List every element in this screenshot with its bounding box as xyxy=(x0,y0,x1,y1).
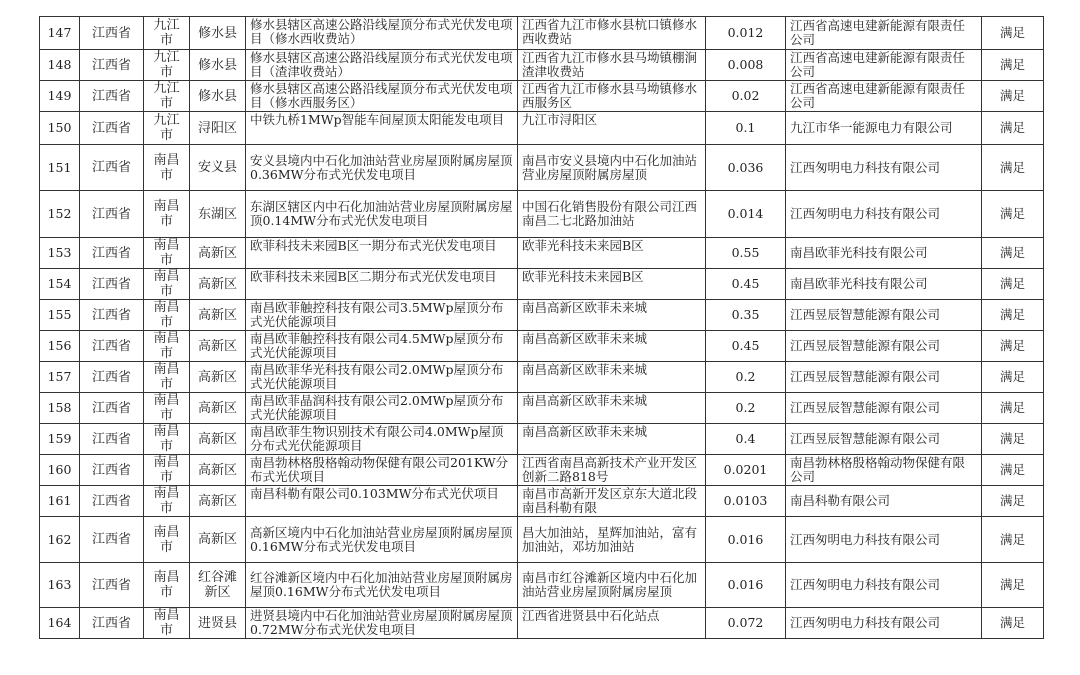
company-cell: 江西匆明电力科技有限公司 xyxy=(786,517,982,563)
county-cell: 高新区 xyxy=(190,517,246,563)
status-cell: 满足 xyxy=(982,362,1044,393)
capacity-cell: 0.012 xyxy=(706,17,786,50)
province-cell: 江西省 xyxy=(80,17,144,50)
table-row xyxy=(40,331,1044,362)
city-cell: 南昌市 xyxy=(144,145,190,191)
table-row xyxy=(40,424,1044,455)
county-cell: 修水县 xyxy=(190,81,246,112)
status-cell: 满足 xyxy=(982,191,1044,238)
company-cell: 江西昱辰智慧能源有限公司 xyxy=(786,300,982,331)
project-name-cell: 红谷滩新区境内中石化加油站营业房屋顶附属房屋顶0.16MW分布式光伏发电项目 xyxy=(246,563,518,608)
city-cell: 南昌市 xyxy=(144,393,190,424)
company-cell: 南昌欧菲光科技有限公司 xyxy=(786,269,982,300)
city-cell: 九江市 xyxy=(144,50,190,81)
capacity-cell: 0.008 xyxy=(706,50,786,81)
city-cell: 南昌市 xyxy=(144,517,190,563)
province-cell: 江西省 xyxy=(80,486,144,517)
table-row xyxy=(40,81,1044,112)
status-cell: 满足 xyxy=(982,145,1044,191)
table-row xyxy=(40,608,1044,639)
county-cell: 高新区 xyxy=(190,393,246,424)
table-row xyxy=(40,191,1044,238)
row-number: 155 xyxy=(40,300,80,331)
project-name-cell: 南昌勃林格殷格翰动物保健有限公司201KW分布式光伏项目 xyxy=(246,455,518,486)
row-number: 163 xyxy=(40,563,80,608)
location-cell: 欧菲光科技未来园B区 xyxy=(518,269,706,300)
province-cell: 江西省 xyxy=(80,112,144,145)
row-number: 152 xyxy=(40,191,80,238)
company-cell: 江西昱辰智慧能源有限公司 xyxy=(786,362,982,393)
status-cell: 满足 xyxy=(982,112,1044,145)
table-row xyxy=(40,112,1044,145)
status-cell: 满足 xyxy=(982,563,1044,608)
city-cell: 南昌市 xyxy=(144,486,190,517)
province-cell: 江西省 xyxy=(80,269,144,300)
project-name-cell: 欧菲科技未来园B区二期分布式光伏发电项目 xyxy=(246,269,518,300)
location-cell: 江西省南昌高新技术产业开发区创新二路818号 xyxy=(518,455,706,486)
status-cell: 满足 xyxy=(982,608,1044,639)
project-name-cell: 修水县辖区高速公路沿线屋顶分布式光伏发电项目（修水西服务区） xyxy=(246,81,518,112)
project-name-cell: 高新区境内中石化加油站营业房屋顶附属房屋顶0.16MW分布式光伏发电项目 xyxy=(246,517,518,563)
county-cell: 高新区 xyxy=(190,238,246,269)
county-cell: 高新区 xyxy=(190,300,246,331)
status-cell: 满足 xyxy=(982,81,1044,112)
company-cell: 江西匆明电力科技有限公司 xyxy=(786,191,982,238)
location-cell: 江西省九江市修水县杭口镇修水西收费站 xyxy=(518,17,706,50)
capacity-cell: 0.2 xyxy=(706,393,786,424)
capacity-cell: 0.02 xyxy=(706,81,786,112)
capacity-cell: 0.014 xyxy=(706,191,786,238)
city-cell: 九江市 xyxy=(144,17,190,50)
city-cell: 南昌市 xyxy=(144,455,190,486)
location-cell: 江西省九江市修水县马坳镇修水西服务区 xyxy=(518,81,706,112)
status-cell: 满足 xyxy=(982,269,1044,300)
project-name-cell: 东湖区辖区内中石化加油站营业房屋顶附属房屋顶0.14MW分布式光伏发电项目 xyxy=(246,191,518,238)
county-cell: 高新区 xyxy=(190,455,246,486)
row-number: 164 xyxy=(40,608,80,639)
status-cell: 满足 xyxy=(982,17,1044,50)
city-cell: 九江市 xyxy=(144,81,190,112)
capacity-cell: 0.45 xyxy=(706,331,786,362)
location-cell: 欧菲光科技未来园B区 xyxy=(518,238,706,269)
province-cell: 江西省 xyxy=(80,238,144,269)
province-cell: 江西省 xyxy=(80,517,144,563)
company-cell: 江西省高速电建新能源有限责任公司 xyxy=(786,50,982,81)
row-number: 150 xyxy=(40,112,80,145)
company-cell: 江西昱辰智慧能源有限公司 xyxy=(786,331,982,362)
province-cell: 江西省 xyxy=(80,191,144,238)
capacity-cell: 0.4 xyxy=(706,424,786,455)
row-number: 149 xyxy=(40,81,80,112)
table-row xyxy=(40,455,1044,486)
row-number: 159 xyxy=(40,424,80,455)
county-cell: 安义县 xyxy=(190,145,246,191)
company-cell: 江西昱辰智慧能源有限公司 xyxy=(786,393,982,424)
table-row xyxy=(40,486,1044,517)
city-cell: 南昌市 xyxy=(144,608,190,639)
location-cell: 九江市浔阳区 xyxy=(518,112,706,145)
city-cell: 南昌市 xyxy=(144,563,190,608)
table-row xyxy=(40,238,1044,269)
location-cell: 江西省九江市修水县马坳镇棚涧渣津收费站 xyxy=(518,50,706,81)
province-cell: 江西省 xyxy=(80,455,144,486)
county-cell: 高新区 xyxy=(190,269,246,300)
location-cell: 南昌高新区欧菲未来城 xyxy=(518,362,706,393)
project-name-cell: 安义县境内中石化加油站营业房屋顶附属房屋顶0.36MW分布式光伏发电项目 xyxy=(246,145,518,191)
city-cell: 南昌市 xyxy=(144,331,190,362)
project-table xyxy=(39,16,1044,639)
project-name-cell: 南昌欧菲触控科技有限公司4.5MWp屋顶分布式光伏能源项目 xyxy=(246,331,518,362)
status-cell: 满足 xyxy=(982,424,1044,455)
table-row xyxy=(40,300,1044,331)
province-cell: 江西省 xyxy=(80,362,144,393)
location-cell: 南昌高新区欧菲未来城 xyxy=(518,300,706,331)
capacity-cell: 0.45 xyxy=(706,269,786,300)
city-cell: 南昌市 xyxy=(144,300,190,331)
location-cell: 南昌市高新开发区京东大道北段南昌科勒有限 xyxy=(518,486,706,517)
capacity-cell: 0.016 xyxy=(706,563,786,608)
status-cell: 满足 xyxy=(982,50,1044,81)
status-cell: 满足 xyxy=(982,331,1044,362)
project-name-cell: 中铁九桥1MWp智能车间屋顶太阳能发电项目 xyxy=(246,112,518,145)
project-name-cell: 南昌欧菲触控科技有限公司3.5MWp屋顶分布式光伏能源项目 xyxy=(246,300,518,331)
county-cell: 修水县 xyxy=(190,17,246,50)
row-number: 147 xyxy=(40,17,80,50)
location-cell: 南昌市安义县境内中石化加油站营业房屋顶附属房屋顶 xyxy=(518,145,706,191)
location-cell: 南昌高新区欧菲未来城 xyxy=(518,424,706,455)
table-row xyxy=(40,517,1044,563)
company-cell: 江西昱辰智慧能源有限公司 xyxy=(786,424,982,455)
province-cell: 江西省 xyxy=(80,81,144,112)
location-cell: 昌大加油站，星辉加油站，富有加油站，邓坊加油站 xyxy=(518,517,706,563)
status-cell: 满足 xyxy=(982,238,1044,269)
company-cell: 南昌科勒有限公司 xyxy=(786,486,982,517)
row-number: 148 xyxy=(40,50,80,81)
province-cell: 江西省 xyxy=(80,608,144,639)
status-cell: 满足 xyxy=(982,393,1044,424)
county-cell: 高新区 xyxy=(190,424,246,455)
province-cell: 江西省 xyxy=(80,331,144,362)
project-name-cell: 欧菲科技未来园B区一期分布式光伏发电项目 xyxy=(246,238,518,269)
project-name-cell: 进贤县境内中石化加油站营业房屋顶附属房屋顶0.72MW分布式光伏发电项目 xyxy=(246,608,518,639)
row-number: 160 xyxy=(40,455,80,486)
table-row xyxy=(40,50,1044,81)
city-cell: 南昌市 xyxy=(144,238,190,269)
table-row xyxy=(40,269,1044,300)
location-cell: 南昌高新区欧菲未来城 xyxy=(518,331,706,362)
capacity-cell: 0.072 xyxy=(706,608,786,639)
capacity-cell: 0.036 xyxy=(706,145,786,191)
company-cell: 江西匆明电力科技有限公司 xyxy=(786,145,982,191)
county-cell: 高新区 xyxy=(190,486,246,517)
project-name-cell: 修水县辖区高速公路沿线屋顶分布式光伏发电项目（修水西收费站） xyxy=(246,17,518,50)
province-cell: 江西省 xyxy=(80,300,144,331)
city-cell: 南昌市 xyxy=(144,424,190,455)
company-cell: 南昌勃林格殷格翰动物保健有限公司 xyxy=(786,455,982,486)
city-cell: 九江市 xyxy=(144,112,190,145)
table-row xyxy=(40,145,1044,191)
table-row xyxy=(40,393,1044,424)
province-cell: 江西省 xyxy=(80,50,144,81)
company-cell: 南昌欧菲光科技有限公司 xyxy=(786,238,982,269)
table-row xyxy=(40,563,1044,608)
province-cell: 江西省 xyxy=(80,424,144,455)
company-cell: 江西匆明电力科技有限公司 xyxy=(786,563,982,608)
city-cell: 南昌市 xyxy=(144,362,190,393)
row-number: 157 xyxy=(40,362,80,393)
status-cell: 满足 xyxy=(982,455,1044,486)
project-name-cell: 修水县辖区高速公路沿线屋顶分布式光伏发电项目（渣津收费站） xyxy=(246,50,518,81)
capacity-cell: 0.1 xyxy=(706,112,786,145)
capacity-cell: 0.55 xyxy=(706,238,786,269)
county-cell: 修水县 xyxy=(190,50,246,81)
status-cell: 满足 xyxy=(982,486,1044,517)
province-cell: 江西省 xyxy=(80,145,144,191)
company-cell: 九江市华一能源电力有限公司 xyxy=(786,112,982,145)
row-number: 154 xyxy=(40,269,80,300)
row-number: 158 xyxy=(40,393,80,424)
location-cell: 南昌市红谷滩新区境内中石化加油站营业房屋顶附属房屋顶 xyxy=(518,563,706,608)
county-cell: 东湖区 xyxy=(190,191,246,238)
row-number: 156 xyxy=(40,331,80,362)
project-name-cell: 南昌欧菲晶润科技有限公司2.0MWp屋顶分布式光伏能源项目 xyxy=(246,393,518,424)
capacity-cell: 0.016 xyxy=(706,517,786,563)
province-cell: 江西省 xyxy=(80,393,144,424)
capacity-cell: 0.2 xyxy=(706,362,786,393)
company-cell: 江西省高速电建新能源有限责任公司 xyxy=(786,81,982,112)
location-cell: 中国石化销售股份有限公司江西南昌二七北路加油站 xyxy=(518,191,706,238)
capacity-cell: 0.0103 xyxy=(706,486,786,517)
project-name-cell: 南昌欧菲华光科技有限公司2.0MWp屋顶分布式光伏能源项目 xyxy=(246,362,518,393)
county-cell: 高新区 xyxy=(190,362,246,393)
project-name-cell: 南昌欧菲生物识别技术有限公司4.0MWp屋顶分布式光伏能源项目 xyxy=(246,424,518,455)
row-number: 161 xyxy=(40,486,80,517)
county-cell: 红谷滩新区 xyxy=(190,563,246,608)
table-row xyxy=(40,17,1044,50)
status-cell: 满足 xyxy=(982,300,1044,331)
city-cell: 南昌市 xyxy=(144,269,190,300)
row-number: 151 xyxy=(40,145,80,191)
capacity-cell: 0.0201 xyxy=(706,455,786,486)
location-cell: 江西省进贤县中石化站点 xyxy=(518,608,706,639)
company-cell: 江西匆明电力科技有限公司 xyxy=(786,608,982,639)
county-cell: 浔阳区 xyxy=(190,112,246,145)
county-cell: 高新区 xyxy=(190,331,246,362)
status-cell: 满足 xyxy=(982,517,1044,563)
table-row xyxy=(40,362,1044,393)
capacity-cell: 0.35 xyxy=(706,300,786,331)
company-cell: 江西省高速电建新能源有限责任公司 xyxy=(786,17,982,50)
city-cell: 南昌市 xyxy=(144,191,190,238)
row-number: 162 xyxy=(40,517,80,563)
row-number: 153 xyxy=(40,238,80,269)
location-cell: 南昌高新区欧菲未来城 xyxy=(518,393,706,424)
county-cell: 进贤县 xyxy=(190,608,246,639)
province-cell: 江西省 xyxy=(80,563,144,608)
project-name-cell: 南昌科勒有限公司0.103MW分布式光伏项目 xyxy=(246,486,518,517)
